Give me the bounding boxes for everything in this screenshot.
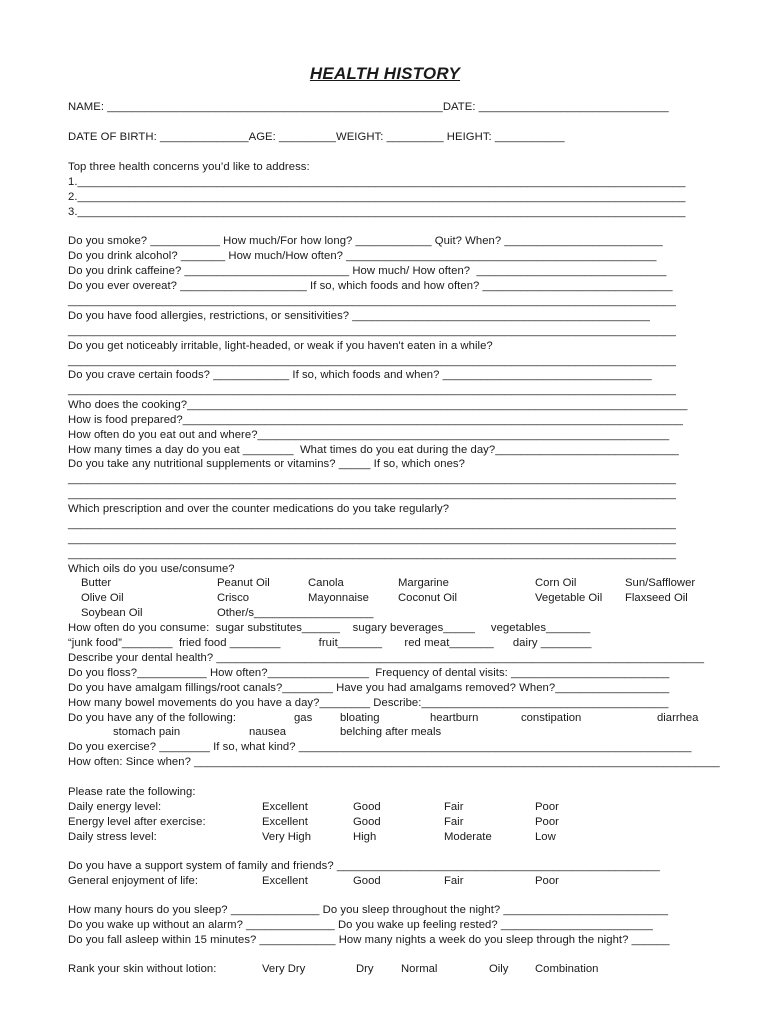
exercise-field[interactable]: Do you exercise? ________ If so, what kind? ______________________________________________________________ bbox=[68, 741, 692, 753]
amalgam-field[interactable]: Do you have amalgam fillings/root canals?________ Have you had amalgams removed? When?__________________ bbox=[68, 682, 670, 694]
enjoyment-option[interactable]: Poor bbox=[535, 875, 559, 887]
support-system-field[interactable]: Do you have a support system of family and friends? ___________________________________________________ bbox=[68, 860, 660, 872]
skin-option-oily[interactable]: Oily bbox=[489, 963, 509, 975]
energy-option[interactable]: Fair bbox=[444, 801, 464, 813]
symptom-belching[interactable]: belching after meals bbox=[340, 726, 442, 738]
concerns-prompt: Top three health concerns you’d like to address: bbox=[68, 161, 310, 173]
symptom-bloating[interactable]: bloating bbox=[340, 712, 380, 724]
medications-question: Which prescription and over the counter medications do you take regularly? bbox=[68, 503, 450, 515]
sleep-hours-field[interactable]: How many hours do you sleep? ______________ Do you sleep throughout the night? __________________________ bbox=[68, 904, 669, 916]
enjoyment-option[interactable]: Good bbox=[353, 875, 381, 887]
cooking-field[interactable]: Who does the cooking?_______________________________________________________________________________ bbox=[68, 399, 688, 411]
enjoyment-option[interactable]: Excellent bbox=[262, 875, 308, 887]
oil-option-crisco[interactable]: Crisco bbox=[217, 592, 250, 604]
crave-field[interactable]: Do you crave certain foods? ____________ If so, which foods and when? _________________________________ bbox=[68, 369, 652, 381]
oil-option-butter[interactable]: Butter bbox=[81, 577, 112, 589]
irritable-question: Do you get noticeably irritable, light-headed, or weak if you haven't eaten in a while? bbox=[68, 340, 493, 352]
blank-line[interactable]: ________________________________________________________________________________________________ bbox=[68, 295, 676, 307]
concern-line-3[interactable]: 3.________________________________________________________________________________________________ bbox=[68, 206, 686, 218]
exercise-energy-option[interactable]: Poor bbox=[535, 816, 559, 828]
symptom-stomach-pain[interactable]: stomach pain bbox=[113, 726, 181, 738]
energy-option[interactable]: Good bbox=[353, 801, 381, 813]
concern-line-2[interactable]: 2.________________________________________________________________________________________________ bbox=[68, 191, 686, 203]
floss-field[interactable]: Do you floss?___________ How often?________________ Frequency of dental visits: _________________________ bbox=[68, 667, 670, 679]
blank-line[interactable]: ________________________________________________________________________________________________ bbox=[68, 518, 676, 530]
exercise-since-field[interactable]: How often: Since when? ___________________________________________________________________________________ bbox=[68, 756, 720, 768]
energy-option[interactable]: Poor bbox=[535, 801, 559, 813]
oil-option-mayonnaise[interactable]: Mayonnaise bbox=[308, 592, 369, 604]
skin-option-very-dry[interactable]: Very Dry bbox=[262, 963, 306, 975]
symptom-nausea[interactable]: nausea bbox=[249, 726, 287, 738]
supplements-field[interactable]: Do you take any nutritional supplements or vitamins? _____ If so, which ones? bbox=[68, 458, 465, 470]
stress-option[interactable]: Very High bbox=[262, 831, 311, 843]
allergies-field[interactable]: Do you have food allergies, restrictions, or sensitivities? _______________________________________________ bbox=[68, 310, 650, 322]
energy-label: Daily energy level: bbox=[68, 801, 162, 813]
consume-frequency-line-2[interactable]: “junk food”________ fried food ________ fruit_______ red meat_______ dairy ________ bbox=[68, 637, 592, 649]
skin-option-dry[interactable]: Dry bbox=[356, 963, 374, 975]
oil-option-coconut[interactable]: Coconut Oil bbox=[398, 592, 458, 604]
prepared-field[interactable]: How is food prepared?_______________________________________________________________________________ bbox=[68, 414, 684, 426]
stress-option[interactable]: High bbox=[353, 831, 377, 843]
energy-option[interactable]: Excellent bbox=[262, 801, 308, 813]
name-date-field[interactable]: NAME: _____________________________________________________DATE: ______________________________ bbox=[68, 101, 669, 113]
eat-out-field[interactable]: How often do you eat out and where?_________________________________________________________________ bbox=[68, 429, 670, 441]
form-title: HEALTH HISTORY bbox=[309, 64, 461, 83]
ratings-prompt: Please rate the following: bbox=[68, 786, 196, 798]
oil-option-corn[interactable]: Corn Oil bbox=[535, 577, 577, 589]
symptom-gas[interactable]: gas bbox=[294, 712, 313, 724]
skin-label: Rank your skin without lotion: bbox=[68, 963, 217, 975]
smoke-field[interactable]: Do you smoke? ___________ How much/For how long? ____________ Quit? When? _________________________ bbox=[68, 235, 663, 247]
oil-option-canola[interactable]: Canola bbox=[308, 577, 344, 589]
symptom-heartburn[interactable]: heartburn bbox=[430, 712, 479, 724]
bowel-field[interactable]: How many bowel movements do you have a day?________ Describe:_______________________________________ bbox=[68, 697, 669, 709]
dob-age-weight-height-field[interactable]: DATE OF BIRTH: ______________AGE: _________WEIGHT: _________ HEIGHT: ___________ bbox=[68, 131, 565, 143]
skin-option-combination[interactable]: Combination bbox=[535, 963, 599, 975]
oil-option-other[interactable]: Other/s___________________ bbox=[217, 607, 374, 619]
exercise-energy-option[interactable]: Fair bbox=[444, 816, 464, 828]
enjoyment-option[interactable]: Fair bbox=[444, 875, 464, 887]
blank-line[interactable]: ________________________________________________________________________________________________ bbox=[68, 473, 676, 485]
blank-line[interactable]: ________________________________________________________________________________________________ bbox=[68, 325, 676, 337]
blank-line[interactable]: ________________________________________________________________________________________________ bbox=[68, 488, 676, 500]
fall-asleep-field[interactable]: Do you fall asleep within 15 minutes? ____________ How many nights a week do you sleep through the night? ______ bbox=[68, 934, 670, 946]
stress-option[interactable]: Low bbox=[535, 831, 556, 843]
oil-option-olive[interactable]: Olive Oil bbox=[81, 592, 124, 604]
alcohol-field[interactable]: Do you drink alcohol? _______ How much/How often? _________________________________________________ bbox=[68, 250, 657, 262]
oil-option-peanut[interactable]: Peanut Oil bbox=[217, 577, 270, 589]
consume-frequency-line-1[interactable]: How often do you consume: sugar substitutes______ sugary beverages_____ vegetables_______ bbox=[68, 622, 591, 634]
blank-line[interactable]: ________________________________________________________________________________________________ bbox=[68, 384, 676, 396]
blank-line[interactable]: ________________________________________________________________________________________________ bbox=[68, 355, 676, 367]
times-per-day-field[interactable]: How many times a day do you eat ________ What times do you eat during the day?_____________________________ bbox=[68, 444, 679, 456]
oil-option-sunsafflower[interactable]: Sun/Safflower bbox=[625, 577, 696, 589]
oil-option-vegetable[interactable]: Vegetable Oil bbox=[535, 592, 603, 604]
oils-prompt: Which oils do you use/consume? bbox=[68, 563, 235, 575]
exercise-energy-option[interactable]: Excellent bbox=[262, 816, 308, 828]
exercise-energy-option[interactable]: Good bbox=[353, 816, 381, 828]
wake-alarm-field[interactable]: Do you wake up without an alarm? ______________ Do you wake up feeling rested? ________________________ bbox=[68, 919, 653, 931]
skin-option-normal[interactable]: Normal bbox=[401, 963, 438, 975]
enjoyment-label: General enjoyment of life: bbox=[68, 875, 199, 887]
oil-option-soybean[interactable]: Soybean Oil bbox=[81, 607, 143, 619]
exercise-energy-label: Energy level after exercise: bbox=[68, 816, 206, 828]
dental-health-field[interactable]: Describe your dental health? _____________________________________________________________________________ bbox=[68, 652, 705, 664]
blank-line[interactable]: ________________________________________________________________________________________________ bbox=[68, 548, 676, 560]
symptom-diarrhea[interactable]: diarrhea bbox=[657, 712, 699, 724]
symptom-constipation[interactable]: constipation bbox=[521, 712, 582, 724]
overeat-field[interactable]: Do you ever overeat? ____________________ If so, which foods and how often? ______________________________ bbox=[68, 280, 673, 292]
symptoms-prompt: Do you have any of the following: bbox=[68, 712, 237, 724]
caffeine-field[interactable]: Do you drink caffeine? __________________________ How much/ How often? ______________________________ bbox=[68, 265, 667, 277]
stress-option[interactable]: Moderate bbox=[444, 831, 492, 843]
concern-line-1[interactable]: 1.________________________________________________________________________________________________ bbox=[68, 176, 686, 188]
blank-line[interactable]: ________________________________________________________________________________________________ bbox=[68, 533, 676, 545]
oil-option-flaxseed[interactable]: Flaxseed Oil bbox=[625, 592, 688, 604]
oil-option-margarine[interactable]: Margarine bbox=[398, 577, 449, 589]
stress-label: Daily stress level: bbox=[68, 831, 157, 843]
